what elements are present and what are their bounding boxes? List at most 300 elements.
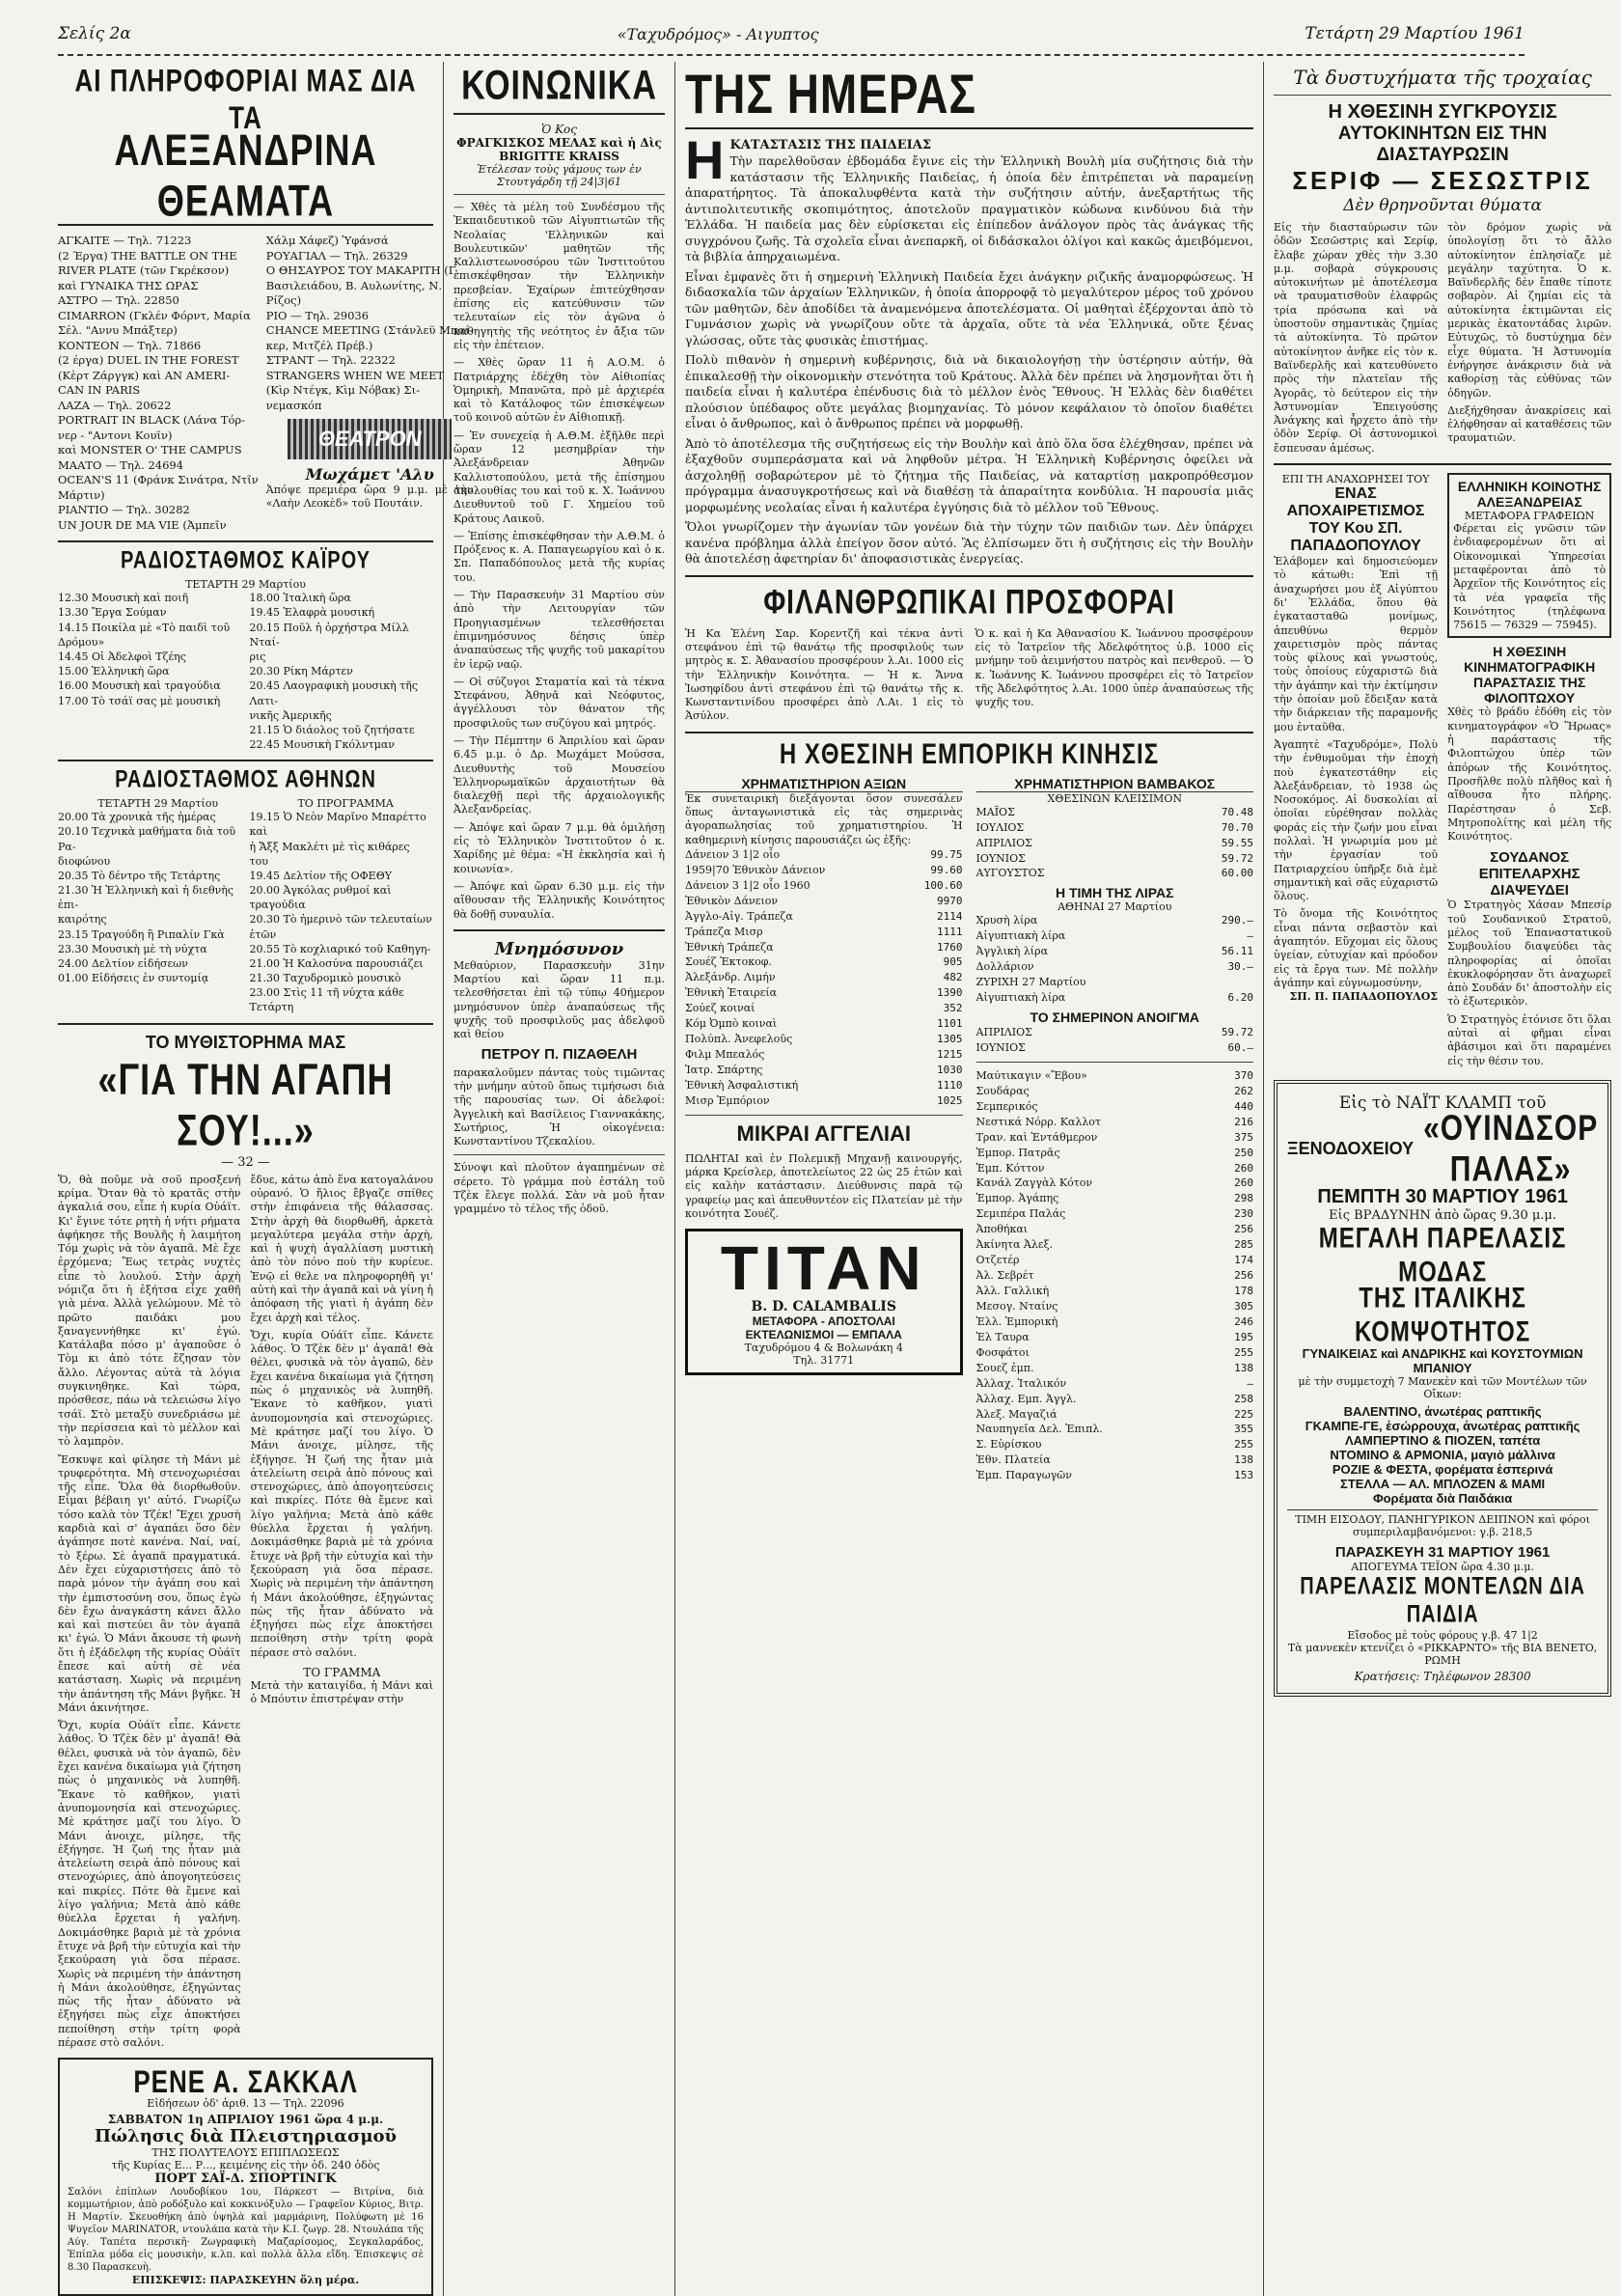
opening-list-row-label: Ἐθν. Πλατεία bbox=[975, 1453, 1051, 1467]
opening-list-row bbox=[976, 1222, 1254, 1237]
radio-schedule-line: ἡ Ἄξξ Μακλέτι μὲ τὶς κιθάρες bbox=[249, 840, 410, 853]
opening-list-row bbox=[976, 1468, 1254, 1483]
column-social bbox=[444, 62, 675, 2296]
stock-row bbox=[685, 1063, 963, 1078]
accident-headline-4: Δὲν θρηνοῦνται θύματα bbox=[1343, 196, 1542, 215]
windsor-date: ΠΕΜΠΤΗ 30 ΜΑΡΤΙΟΥ 1961 bbox=[1317, 1185, 1568, 1207]
opening-row bbox=[976, 1040, 1254, 1056]
opening-list-row-label: Σουδάρας bbox=[975, 1084, 1030, 1097]
opening-list-row-label: Μεσογ. Νταίνς bbox=[975, 1299, 1058, 1313]
opening-title: ΤΟ ΣΗΜΕΡΙΝΟΝ ΑΝΟΙΓΜΑ bbox=[1030, 1010, 1199, 1026]
opening-list-row-value: 255 bbox=[1234, 1438, 1253, 1452]
cairo-schedule-left bbox=[58, 591, 242, 752]
stock-row-value: 1390 bbox=[937, 986, 963, 1000]
opening-list-row-label: Ναυπηγεῖα Δελ. Ἐπιπλ. bbox=[975, 1423, 1103, 1436]
cinema-line: Βασιλειάδου, Β. Αυλωνίτης, Ν. bbox=[265, 278, 442, 292]
column-news-ads bbox=[1264, 62, 1621, 2296]
social-end-text: Σύνοψι καὶ πλοῦτον ἀγαπημένων σὲ σέρετο. Τὸ γράμμα ποὺ ἐστάλη τοῦ Τζὲκ ἔλεγε πολλά. Σὰν νὰ μοῦ ἦταν γραμμένο τὸ τέλος τῆς ὁδοῦ. bbox=[453, 1161, 665, 1216]
fashion-house: Φορέματα διὰ Παιδάκια bbox=[1372, 1490, 1513, 1506]
opening-list-row-label: Ἀλεξ. Μαγαζιά bbox=[975, 1407, 1058, 1421]
radio-schedule-line: 16.00 Μουσικὴ καὶ τραγούδια bbox=[58, 679, 221, 693]
radio-schedule-line: του bbox=[249, 854, 268, 868]
cotton-row-value: 70.48 bbox=[1221, 805, 1253, 818]
masthead bbox=[58, 19, 1525, 56]
radio-schedule-line: 17.00 Τὸ τσάϊ σας μὲ μουσικὴ bbox=[58, 694, 221, 707]
opening-list-row-value: 138 bbox=[1234, 1361, 1253, 1374]
social-news-item: — Οἱ σύζυγοι Σταματία καὶ τὰ τέκνα Στεφάνου, Ἀθηνᾶ καὶ Νεόφυτος, ἀγγέλλουσι τὸν θάνατον τῆς προσφιλοῦς των συζύγου καὶ μητρός. bbox=[453, 675, 665, 730]
windsor-palace-ad bbox=[1274, 1080, 1611, 1697]
opening-list-row-label: Ἀλλαχ. Ἰταλικόν bbox=[975, 1376, 1067, 1390]
opening-list-row bbox=[976, 1161, 1254, 1176]
cotton-exchange-section bbox=[976, 776, 1254, 1484]
sakkal-event: Πώλησις διὰ Πλειστηριασμοῦ bbox=[94, 2126, 398, 2147]
newspaper-page bbox=[58, 19, 1612, 2287]
theatre-text: Ἀπόψε πρεμιέρα ὥρα 9 μ.μ. μὲ τὴν «Λαὴν Λεοκὲδ» τοῦ Πουτάιν. bbox=[265, 484, 474, 511]
stock-row bbox=[685, 970, 963, 985]
radio-schedule-line: 20.00 Τὰ χρονικὰ τῆς ἡμέρας bbox=[58, 811, 216, 824]
athens-radio-title: ΡΑΔΙΟΣΤΑΘΜΟΣ ΑΘΗΝΩΝ bbox=[115, 766, 376, 793]
farewell-text-2: Ἀγαπητὲ «Ταχυδρόμε», Πολὺ τὴν ἐνθυμοῦμαι τὴν ἐποχὴ ποὺ ἐγκατεστάθην εἰς Ἀλεξάνδρειαν, τὸ 1938 ὡς Νοσοκόμος. Αἱ δυσκολίαι αἱ ὁποῖαι εὑρέθησαν πολλὰς φοράς εἰς τὴν ζωήν μου εἶναι πολλαὶ. Ἡ γνωριμία μου μὲ τὴν ἐργασίαν τοῦ Πατριαρχείου ὑπῆρξε διὰ ἐμὲ σημαντικὴ καὶ σᾶς εὐχαριστῶ ὅλους. bbox=[1274, 737, 1439, 903]
theatre-logo: ΘΕΑΤΡΟΝ bbox=[288, 419, 452, 459]
opening-list-row-value: 230 bbox=[1234, 1207, 1253, 1221]
novel-chapter: — 32 — bbox=[221, 1154, 270, 1170]
gramma-text: Μετὰ τὴν καταιγίδα, ἡ Μάνι καὶ ὁ Μπόυτιν ἐπιστρέψαν στὴν bbox=[250, 1679, 433, 1706]
windsor-kids: ΠΑΡΕΛΑΣΙΣ ΜΟΝΤΕΛΩΝ ΔΙΑ ΠΑΙΔΙΑ bbox=[1300, 1573, 1585, 1628]
windsor-note: Τὰ μαννεκὲν κτενίζει ὁ «ΡΙΚΚΑΡΝΤΟ» τῆς ΒΙΑ ΒΕΝΕΤΟ, ΡΩΜΗ bbox=[1287, 1641, 1598, 1667]
sakkal-address: Εἰδήσεων ὁδ' ἀριθ. 13 — Τηλ. 22096 bbox=[147, 2097, 344, 2111]
stock-row-label: Κόμ Ὀμπὸ κοιναὶ bbox=[685, 1017, 778, 1031]
pound-row-label: Αἰγυπτιακὴ λίρα bbox=[975, 929, 1066, 943]
radio-schedule-line: 21.30 Ἡ Ἑλληνικὴ καὶ ἡ διεθνὴς ἐπι- bbox=[58, 884, 234, 912]
pound-row bbox=[976, 913, 1254, 928]
cairo-date: ΤΕΤΑΡΤΗ 29 Μαρτίου bbox=[185, 578, 306, 592]
social-news-item: — Χθὲς τὰ μέλη τοῦ Συνδέσμου τῆς Ἐκπαιδευτικοῦ τῶν Αἰγυπτιωτῶν τῆς Νεολαίας 'Ελληνικῶν καὶ Βουλευτικῶν' μαθητῶν τῆς Καλλιστεωνοσόρου τῶν Ἰνστιτούτου ἐπισκέφθησαν τὴν Ἐλληνικὴν πρεσβείαν. Ἐχαίρων ἐπιτεύχθησαν ἐπίσης εἰς κατεύθυνσιν τῶν τελευταίων εἰς τὸν ἀγῶνα ὁ καθηγητὴς τῆς νεότητος ἐν ἄξια τῶν εἰς τὴν ἐπέτειον. bbox=[453, 201, 665, 351]
stock-row-value: 1025 bbox=[937, 1093, 963, 1107]
opening-list-row-value: 153 bbox=[1234, 1469, 1253, 1482]
sakkal-sub: ΤΗΣ ΠΟΛΥΤΕΛΟΥΣ ΕΠΙΠΛΩΣΕΩΣ bbox=[151, 2146, 340, 2160]
opening-list-row bbox=[976, 1268, 1254, 1284]
opening-table bbox=[976, 1025, 1254, 1056]
athens-date: ΤΕΤΑΡΤΗ 29 Μαρτίου bbox=[97, 797, 219, 811]
radio-schedule-line: 20.15 Ποῦλ ἡ ὀρχήστρα Μίλλ Νταί- bbox=[249, 621, 409, 649]
social-title: ΚΟΙΝΩΝΙΚΑ bbox=[461, 63, 657, 109]
radio-schedule-line: 20.55 Τὸ κοχλιαρικό τοῦ Καθηγη- bbox=[249, 942, 431, 955]
opening-list-row-value: 440 bbox=[1234, 1099, 1253, 1113]
pound-row bbox=[976, 944, 1254, 959]
radio-schedule-line: νικῆς Ἀμερικῆς bbox=[249, 708, 332, 722]
fashion-house: ΒΑΛΕΝΤΙΝΟ, ἀνωτέρας ραπτικῆς bbox=[1343, 1403, 1542, 1419]
stock-row bbox=[685, 1016, 963, 1032]
opening-list-row bbox=[976, 1407, 1254, 1423]
wedding-heading: Ὁ Κος bbox=[540, 123, 578, 136]
radio-schedule-line: 14.45 Οἱ Ἀδελφοὶ Τζέης bbox=[58, 650, 186, 663]
fashion-house: ΝΤΟΜΙΝΟ & ΑΡΜΟΝΙΑ, μαγιὸ μάλλινα bbox=[1330, 1447, 1555, 1462]
opening-list-row bbox=[976, 1330, 1254, 1345]
stocks-title: ΧΡΗΜΑΤΙΣΤΗΡΙΟΝ ΑΞΙΩΝ bbox=[685, 776, 963, 792]
windsor-event-2: ΤΗΣ ΙΤΑΛΙΚΗΣ ΚΟΜΨΟΤΗΤΟΣ bbox=[1354, 1281, 1531, 1348]
cotton-row-value: 60.00 bbox=[1221, 867, 1253, 880]
cotton-row-value: 59.72 bbox=[1221, 851, 1253, 865]
stock-row-label: Τράπεζα Μισρ bbox=[685, 925, 763, 938]
stock-row bbox=[685, 894, 963, 909]
philanthropic-right: Ὁ κ. καὶ ἡ Κα Ἀθανασίου Κ. Ἰωάννου προσφέρουν εἰς τὸ Ἰατρεῖον τῆς Ἀδελφότητος ὑ.β. 1000 εἰς μνήμην τοῦ ἀειμνήστου πατρὸς καὶ πενθεροῦ. — Ὁ κ. Ἰωάννης Κ. Ἰωάννου προσφέρει εἰς τὸ Ἰατρεῖον τῆς Ἀδελφότητος λ.Αι. 1000 ὑπὲρ ἀναπαύσεως τῆς ψυχῆς του. bbox=[975, 626, 1253, 709]
opening-list-row-label: Ἀκίνητα Ἀλεξ. bbox=[975, 1238, 1054, 1252]
sakkal-desc: Σαλόνι ἐπίπλων Λουδοβίκου 1ου, Πάρκεστ — Βιτρίνα, διὰ κομμωτήριον, ἀπὸ ροδόξυλο καὶ κοκκινόξυλο — Γραφεῖον Κύριος, Βιτρ. Η Μαρτίν. Σκευοθήκη ἀπὸ ὑψηλὰ καὶ μαρμάρινη, Πολύφωτη μὲ 16 Ψυγεῖον MARINATOR, ντουλάπα κατὰ τὴν Κ.Ι. ζωγρ. 28. Ντουλάπα τῆς Αύγ. Ταπέτα περσικῆ· Ζωγραφικὴ Μαζαρίσομος, Σεγκαλαράδος, Ἐπίπλα μόδα εἰς μουσικὴν, κ.λπ. καὶ πολλὰ ἄλλα εἴδη. Ἐπισκεψις σὲ 8.30 Παρασκευὴ. bbox=[68, 2187, 424, 2274]
novel-text-2: Ἔσκυψε καὶ φίλησε τὴ Μάνι μὲ τρυφερότητα. Μὴ στενοχωριέσαι τῆς εἶπε. Ὅλα θὰ διορθωθοῦν. Εἶμαι βέβαιη γι' αὐτό. Γνωρίζω τόσο καλὰ τὸν Τζέκ! Ἔχει χρυσὴ καρδιὰ καὶ σ' ἀγαπάει ὅσο δὲν ἀγάπησε ποτὲ κανένα. Ναί, ναί, τὸ ξέρω. Σὲ ἀγαπᾶ πραγματικά. Δὲν ἔχει εὐχαριστήσεις ἀπὸ τὸ παρὰ μόνον τὴν ἀγάπη σου καὶ τὴν ἐμπιστοσύνη σου, ὅπως ἐγὼ δὲν ἔχω ἀναγκάστη κάνει ἄλλο καὶ καὶ πιστεύει ἂν τὸν ἀγαπᾶ κι' ἐγώ. Ὁ Μάνι ἄκουσε τὴ φωνὴ ὅτι ἡ ἐξάδελφη τῆς κυρίας Οὐάϊτ ἔπεσε καὶ αὐτὴ σὲ νέα κατάσταση. Χωρὶς νὰ περιμένη τὴν ἀπάντηση τῆς Μάνι βγῆκε. Ἡ Μάνι ἀκινήτησε. bbox=[58, 1452, 241, 1714]
cotton-row bbox=[976, 836, 1254, 851]
stock-row bbox=[685, 878, 963, 894]
cinema-line: OCEAN'S 11 (Φράνκ Σινάτρα, Ντῖν bbox=[58, 473, 259, 487]
stock-row-value: 1760 bbox=[937, 940, 963, 954]
stock-row bbox=[685, 1001, 963, 1016]
cairo-schedule bbox=[58, 591, 433, 752]
pound-row-value: 290.— bbox=[1221, 914, 1253, 927]
stock-row-value: 1215 bbox=[937, 1048, 963, 1062]
stock-row-label: Φιλμ Μπεαλός bbox=[685, 1048, 765, 1062]
stock-row-value: 1101 bbox=[937, 1017, 963, 1031]
social-news-item: — Ἐπίσης ἐπισκέφθησαν τὴν Α.Θ.Μ. ὁ Πρόξενος κ. Α. Παπαγεωργίου καὶ ὁ κ. Σπ. Παπαδόπουλος μετὰ τῆς κυρίας του. bbox=[453, 529, 665, 584]
opening-list-row-value: 258 bbox=[1234, 1392, 1253, 1405]
opening-list-row-label: Ἑλλ. Ἐμπορικὴ bbox=[975, 1314, 1058, 1328]
opening-list-row-value: 225 bbox=[1234, 1407, 1253, 1421]
windsor-friday: ΠΑΡΑΣΚΕΥΗ 31 ΜΑΡΤΙΟΥ 1961 bbox=[1334, 1543, 1551, 1561]
cotton-row-label: ΑΥΓΟΥΣΤΟΣ bbox=[975, 867, 1045, 880]
cinema-line: CHANCE MEETING (Στάνλεϋ Μπαί- bbox=[265, 323, 474, 338]
cinema-line: PORTRAIT IN BLACK (Λάνα Τόρ- bbox=[58, 413, 246, 428]
memorial-text: Μεθαύριον, Παρασκευὴν 31ην Μαρτίου καὶ ὥραν 11 π.μ. τελεσθήσεται ἐπὶ τῷ τύπῳ 40ήμερον μνημόσυνον ὑπὲρ ἀναπαύσεως τῆς ψυχῆς τοῦ προσφιλοῦς μας ἀδελφοῦ καὶ θείου bbox=[453, 958, 665, 1041]
stock-row-value: 905 bbox=[943, 955, 963, 969]
radio-schedule-line: 23.00 Στὶς 11 τῆ νύχτα κάθε Τετάρτη bbox=[249, 986, 404, 1014]
pound-row bbox=[976, 975, 1254, 990]
cinema-line: κερ, Μιτζέλ Πρέβ.) bbox=[265, 338, 373, 352]
social-news-item: — Ἀπόψε καὶ ὥραν 6.30 μ.μ. εἰς τὴν αἴθουσαν τῆς Ἑλληνικῆς Κοινότητος θὰ δοθῇ συναυλία. bbox=[453, 879, 665, 921]
social-news-item: — Τὴν Πέμπτην 6 Ἀπριλίου καὶ ὥραν 6.45 μ.μ. ὁ Δρ. Μωχάμετ Μούσσα, Διευθυντὴς τοῦ Μουσείου Ἑλληνορωμαϊκῶν ἀρχαιοτήτων θὰ διαλεχθῇ περὶ τῆς ἀρχαιολογικῆς Ἀλεξανδρείας. bbox=[453, 733, 665, 816]
radio-schedule-line: διοφώνου bbox=[58, 854, 111, 868]
pound-row-label: Δολλάριον bbox=[975, 960, 1034, 974]
fashion-house: ΓΚΑΜΠΕ-ΓΕ, ἐσώρρουχα, ἀνωτέρας ραπτικῆς bbox=[1305, 1418, 1580, 1433]
stock-row bbox=[685, 909, 963, 925]
cotton-title: ΧΡΗΜΑΤΙΣΤΗΡΙΟΝ ΒΑΜΒΑΚΟΣ bbox=[976, 776, 1254, 792]
windsor-sub-2: μὲ τὴν συμμετοχὴ 7 Μανεκὲν καὶ τῶν Μοντέλων τῶν Οἴκων: bbox=[1298, 1374, 1587, 1400]
opening-list-row-value: — bbox=[1247, 1376, 1253, 1390]
windsor-sub: ΓΥΝΑΙΚΕΙΑΣ καὶ ΑΝΔΡΙΚΗΣ καὶ ΚΟΥΣΤΟΥΜΙΩΝ ΜΠΑΝΙΟΥ bbox=[1302, 1345, 1583, 1375]
opening-list-row-label: Ἐμπορ. Ἀγάπης bbox=[975, 1192, 1059, 1205]
opening-list-row-value: 256 bbox=[1234, 1223, 1253, 1236]
cinema-line: (2 έργα) DUEL IN THE FOREST bbox=[58, 353, 239, 368]
cinema-list-right bbox=[266, 234, 474, 413]
opening-row-value: 59.72 bbox=[1221, 1026, 1253, 1039]
accident-text-tail: Διεξήχθησαν ἀνακρίσεις καὶ ἐλήφθησαν αἱ καταθέσεις τῶν τραυματιῶν. bbox=[1447, 403, 1612, 445]
cinema-line: Μάρτιν) bbox=[58, 487, 105, 502]
cinema-list-left bbox=[58, 234, 259, 533]
page-number: Σελίς 2α bbox=[58, 24, 131, 43]
athens-schedule bbox=[58, 810, 433, 1014]
stock-row bbox=[685, 925, 963, 940]
social-news-item: — Ἐν συνεχείᾳ ἡ Α.Θ.Μ. ἐξῆλθε περὶ ὥραν 12 μεσημβρίαν τὴν Ἀλεξάνδρειαν Ἀθηνῶν Καλλιστοπούλου, μετὰ τῆς ἐπίσημου ἀκολουθίας του καὶ τοῦ κ. Χ. Ἰωάννου Διευθυντοῦ τοῦ Γ. Χημείου τοῦ Κράτους Λαικοῦ. bbox=[453, 429, 665, 525]
athens-schedule-right bbox=[250, 810, 434, 1014]
opening-list-row-value: 262 bbox=[1234, 1084, 1253, 1097]
radio-schedule-line: 22.45 Μουσικὴ Γκόλντμαν bbox=[249, 738, 395, 752]
opening-list-row bbox=[976, 1146, 1254, 1161]
stocks-table bbox=[685, 847, 963, 1109]
info-subtitle: ΑΛΕΞΑΝΔΡΙΝΑ ΘΕΑΜΑΤΑ bbox=[114, 124, 377, 226]
editorial-body bbox=[685, 129, 1253, 567]
column-theatres-radio-novel bbox=[58, 62, 474, 2296]
pound-row-label: Χρυσὴ λίρα bbox=[975, 914, 1038, 927]
cotton-row-label: ΙΟΥΝΙΟΣ bbox=[975, 851, 1026, 865]
stock-row-label: Σουέζ Ἐκτοκοφ. bbox=[685, 955, 772, 969]
sakkal-auction-ad bbox=[58, 2058, 433, 2296]
fashion-house: ΣΤΕΛΛΑ — ΑΛ. ΜΠΛΟΖΕΝ & ΜΑΜΙ bbox=[1340, 1476, 1546, 1491]
stock-row-value: 1030 bbox=[937, 1064, 963, 1077]
radio-schedule-line: 20.10 Τεχνικὰ μαθήματα διὰ τοῦ Ρα- bbox=[58, 825, 236, 853]
cotton-row-value: 59.55 bbox=[1221, 836, 1253, 849]
sakkal-title: ΡΕΝΕ Α. ΣΑΚΚΑΛ bbox=[133, 2063, 358, 2100]
stock-exchange-section bbox=[685, 776, 963, 1484]
windsor-hotel-pre: ΞΕΝΟΔΟΧΕΙΟΥ bbox=[1287, 1139, 1415, 1159]
cinema-line: (Κὲρτ Ζάργγκ) καὶ AN AMERI- bbox=[58, 368, 231, 382]
cinema-line: STRANGERS WHEN WE MEET bbox=[265, 368, 445, 382]
radio-schedule-line: καιρότης bbox=[58, 913, 107, 927]
opening-list-row-value: 298 bbox=[1234, 1192, 1253, 1205]
stock-row bbox=[685, 1093, 963, 1109]
opening-list-row-label: Ἐμπορ. Πατρᾶς bbox=[975, 1146, 1060, 1159]
pound-sub: ΑΘΗΝΑΙ 27 Μαρτίου bbox=[1058, 900, 1172, 914]
radio-schedule-line: 20.00 Ἀγκόλας ρυθμοί καὶ τραγούδια bbox=[249, 884, 392, 912]
cotton-row bbox=[976, 851, 1254, 867]
opening-list-row bbox=[976, 1176, 1254, 1191]
stock-row-value: 352 bbox=[943, 1002, 963, 1015]
social-news-list bbox=[453, 201, 665, 922]
stock-row bbox=[685, 847, 963, 863]
radio-schedule-line: 19.45 Ἐλαφρὰ μουσική bbox=[249, 606, 375, 620]
cinema-line: ΣΤΡΑΝΤ — Τηλ. 22322 bbox=[265, 353, 396, 368]
opening-list-row-value: 216 bbox=[1234, 1115, 1253, 1128]
stock-row bbox=[685, 954, 963, 970]
pound-row-value: 56.11 bbox=[1221, 945, 1253, 958]
classifieds-text: ΠΩΛΗΤΑΙ καὶ ἐν Πολεμικῇ Μηχανῇ καινουργής, μάρκα Κρείσλερ, ἀποτελείωτος 22 ὡς 25 ἐτῶν καὶ εἰς καλὴν κατάστασιν. Διεύθυνσις παρὰ τῷ γραφείῳ μας καὶ ἀπευθυντέον εἰς Πλατείαν μὲ τὴν κοινότητα Σουέζ. bbox=[685, 1151, 963, 1221]
radio-schedule-line: 13.30 Ἔργα Σούμαν bbox=[58, 606, 167, 620]
cinema-line: Ο ΘΗΣΑΥΡΟΣ ΤΟΥ ΜΑΚΑΡΙΤΗ (Γ. bbox=[265, 263, 460, 278]
traffic-section-title: Τὰ δυστυχήματα τῆς τροχαίας bbox=[1293, 66, 1592, 89]
cinema-line: (2 Έργα) THE BATTLE ON THE bbox=[58, 248, 237, 263]
stock-row-value: 2114 bbox=[937, 909, 963, 923]
cinema-line: ΡΙΑΝΤΙΟ — Τηλ. 30282 bbox=[58, 503, 190, 517]
editorial-subtitle: ΚΑΤΑΣΤΑΣΙΣ ΤΗΣ ΠΑΙΔΕΙΑΣ bbox=[729, 138, 932, 152]
community-notice bbox=[1447, 473, 1611, 638]
community-title: ΕΛΛΗΝΙΚΗ ΚΟΙΝΟΤΗΣ ΑΛΕΞΑΝΔΡΕΙΑΣ bbox=[1457, 479, 1602, 511]
radio-schedule-line: ἐτῶν bbox=[249, 927, 277, 941]
titan-address: Ταχυδρόμου 4 & Βολωνάκη 4 bbox=[744, 1342, 903, 1355]
film-show-title: Η ΧΘΕΣΙΝΗ ΚΙΝΗΜΑΤΟΓΡΑΦΙΚΗ ΠΑΡΑΣΤΑΣΙΣ ΤΗΣ ΦΙΛΟΠΤΩΧΟΥ bbox=[1464, 644, 1596, 706]
stock-row-value: 1110 bbox=[937, 1078, 963, 1092]
film-show-text: Χθὲς τὸ βράδυ ἐδόθη εἰς τὸν κινηματογράφον «Ὁ Ἥρωας» ἡ παράστασις τῆς Φιλοπτώχου ὑπὲρ τῶν ἀπόρων τῆς Κοινότητος. Προσῆλθε πολὺ πλῆθος καὶ ἡ αἴθουσα ἦτο πλήρης. Παρέστησαν ὁ Σεβ. Μητροπολίτης καὶ μέλη τῆς Κοινότητος. bbox=[1447, 705, 1612, 844]
opening-list-row bbox=[976, 1345, 1254, 1361]
windsor-entry: Εἴσοδος μὲ τοὺς φόρους γ.β. 47 1|2 bbox=[1347, 1628, 1538, 1642]
stock-row-label: Δάνειον 3 1|2 οἷο 1960 bbox=[685, 878, 810, 892]
pound-row-value: — bbox=[1247, 929, 1253, 943]
titan-name: B. D. CALAMBALIS bbox=[751, 1299, 896, 1315]
opening-row-label: ΑΠΡΙΛΙΟΣ bbox=[975, 1026, 1032, 1039]
opening-list-row-value: 256 bbox=[1234, 1269, 1253, 1283]
wedding-text: Ἐτέλεσαν τοὺς γάμους των ἐν Στουτγάρδη τῇ 24|3|61 bbox=[477, 163, 642, 188]
social-news-item: — Χθὲς ὥραν 11 ἡ Α.Ο.Μ. ὁ Πατριάρχης ἐδέχθη τὸν Αἰθιοπίας Ὁμηρικὴ, Μπανῶτα, πρὸ μὲ ἀρχιερέα καὶ τὸ Κατάλοφος τῶν ἐπισκέψεων τοῦ κοινοῦ αὐτῶν ἐν Αἰθιοπικῇ. bbox=[453, 356, 665, 425]
theatre-show: Μωχάμετ 'Αλυ bbox=[305, 465, 434, 484]
issue-date: Τετάρτη 29 Μαρτίου 1961 bbox=[1305, 24, 1525, 43]
radio-schedule-line: 18.00 Ἰταλικὴ ὥρα bbox=[249, 592, 351, 605]
cinema-line: Ρίζος) bbox=[265, 293, 302, 308]
cinema-line: ΑΣΤΡΟ — Τηλ. 22850 bbox=[58, 293, 179, 308]
windsor-friday-time: ΑΠΟΓΕΥΜΑ ΤΕΪΟΝ ὥρα 4.30 μ.μ. bbox=[1351, 1560, 1534, 1573]
editorial-p1: Τὴν παρελθοῦσαν ἑβδομάδα ἔγινε εἰς τὴν Ἑλληνικὴ Βουλὴ μία συζήτησις διὰ τὴν κατάστασιν τῆς Ἑλληνικῆς Παιδείας, ἡ ὁποία δὲν ἐπιτρέπεται νὰ παραμείνῃ ἀπαρατήρητος. Τὰ ἀποκαλυφθέντα κατὰ τὴν συζήτησιν αὐτήν, ἀνεξαρτήτως τῆς ἀντιπολιτευτικῆς σκοπιμότητος, ἀποτελοῦν πραγματικὸν κώδωνα κινδύνου διὰ τὴν Ἑλλάδα. Ἡ παιδεία μας δὲν εὑρίσκεται εἰς ἐπίπεδον ἀνάλογον πρὸς τὰς ἀνάγκας τῆς συγχρόνου ζωῆς. Τὰ σχολεῖα εἶναι ἀνεπαρκῆ, οἱ διδάσκαλοι ὀλίγοι καὶ κακῶς ἀμειβόμενοι, τὰ βιβλία ἀπηρχαιωμένα. bbox=[685, 153, 1253, 264]
cinema-line: ΚΟΝΤΕΟΝ — Τηλ. 71866 bbox=[58, 338, 202, 352]
cinema-line: (Κὶρ Ντέγκ, Κὶμ Νόβακ) Σι- bbox=[265, 383, 421, 398]
opening-list-row-value: 355 bbox=[1234, 1423, 1253, 1436]
opening-list-row bbox=[976, 1191, 1254, 1206]
opening-list-row-label: Οτζετέρ bbox=[975, 1254, 1020, 1267]
pound-row bbox=[976, 928, 1254, 944]
farewell-text-3: Τὸ ὄνομα τῆς Κοινότητος εἶναι πάντα σεβαστὸν καὶ ἀγαπητόν. Εὔχομαι εἰς ὅλους ὑγείαν, εὐτυχίαν καὶ πρόοδον εἰς τὰ ἔργα των. Μὲ πολλὴν ἀγάπην καὶ εὐγνωμοσύνην, bbox=[1274, 907, 1439, 989]
novel-text-5: Ὄχι, κυρία Οὐάϊτ εἶπε. Κάνετε λάθος. Ὁ Τζὲκ δὲν μ' ἀγαπᾶ! Θὰ θέλει, φυσικὰ νὰ τὸν ἀγαπῶ, δὲν ἔχει κανένα δικαίωμα γιὰ ζήτηση πὼς ὁ μηχανικὸς νὰ λυπηθῆ. Ἔκανε τὸ καθῆκον, γιατὶ ἀνυπομονησία καὶ στενοχώριες. Μὲ κράτησε μαζί του λίγο. Ὁ Μάνι ἀνοιχε, μίλησε, τῆς ἐξήγησε. Ἡ ζωή της ἦταν μιὰ ἀτελείωτη σειρὰ ἀπὸ πόνους καὶ στενοχώριες, ἀπὸ ἀπογοητεύσεις καὶ πικρίες. Πότε θὰ ἔμενε καὶ λίγο γαλήνια; Μετὰ ἀπὸ κάθε θύελλα ἔρχεται ἡ γαλήνη. Δοκιμάσθηκε βαριὰ μὲ τὰ χρόνια ἔτυχε νὰ βρῆ τὴν εὐτυχία καὶ τὴν ξεκούραση γιὰ ὅσα πέρασε. Χωρὶς νὰ περιμένη τὴν ἀπάντηση ἡ Μάνι ἀκολούθησε, ἐξηγώντας πὼς τῆς ἦταν ἀδύνατο νὰ ἐξηγήσει πὼς εἶχε ἀποκτήσει πεποίθηση στὴν τρίτη φορὰ πέρασε στὸ σαλόνι. bbox=[250, 1328, 433, 1659]
cinema-line: καὶ MONSTER O' THE CAMPUS bbox=[58, 443, 242, 457]
opening-list-row bbox=[976, 1314, 1254, 1330]
opening-list-row-label: Κανάλ Ζαγγὰλ Κότον bbox=[975, 1176, 1093, 1190]
stock-row-label: Μισρ Ἐμπόριον bbox=[685, 1093, 770, 1107]
titan-logo: TITAN bbox=[720, 1233, 927, 1304]
novel-text-3: Ὄχι, κυρία Οὐάϊτ εἶπε. Κάνετε λάθος. Ὁ Τζὲκ δὲν μ' ἀγαπᾶ! Θὰ θέλει, φυσικὰ νὰ τὸν ἀγαπῶ, δὲν ἔχει κανένα δικαίωμα γιὰ ζήτηση πὼς ὁ μηχανικὸς νὰ λυπηθῆ. Ἔκανε τὸ καθῆκον, γιατὶ ἀνυπομονησία καὶ στενοχώριες. Μὲ κράτησε μαζί του λίγο. Ὁ Μάνι ἀνοιχε, μίλησε, τῆς ἐξήγησε. Ἡ ζωή της ἦταν μιὰ ἀτελείωτη σειρὰ ἀπὸ πόνους καὶ στενοχώριες, ἀπὸ ἀπογοητεύσεις καὶ πικρίες. Πότε θὰ ἔμενε καὶ λίγο γαλήνια; Μετὰ ἀπὸ κάθε θύελλα ἔρχεται ἡ γαλήνη. Δοκιμάσθηκε βαριὰ μὲ τὰ χρόνια ἔτυχε νὰ βρῆ τὴν εὐτυχία καὶ τὴν ξεκούραση γιὰ ὅσα πέρασε. Χωρὶς νὰ περιμένη τὴν ἀπάντηση ἡ Μάνι ἀκολούθησε, ἐξηγώντας πὼς τῆς ἦταν ἀδύνατο νὰ ἐξηγήσει πὼς εἶχε ἀποκτήσει πεποίθηση στὴν τρίτη φορὰ πέρασε στὸ σαλόνι. bbox=[58, 1719, 241, 2050]
opening-list-row-label: Φοσφάτοι bbox=[975, 1345, 1030, 1359]
opening-list-row-label: Νεστικά Νόρρ. Καλλοτ bbox=[975, 1115, 1102, 1128]
cinema-line: ΡΙΟ — Τηλ. 29036 bbox=[265, 308, 370, 322]
opening-list-row-label: Ἀποθήκαι bbox=[975, 1223, 1029, 1236]
stock-row-value: 1305 bbox=[937, 1033, 963, 1046]
pound-title: Η ΤΙΜΗ ΤΗΣ ΛΙΡΑΣ bbox=[1055, 885, 1174, 901]
cinema-line: νεμασκόπ bbox=[265, 398, 322, 412]
memorial-text2: παρακαλοῦμεν πάντας τοὺς τιμῶντας τὴν μνήμην αὐτοῦ ὅπως τιμήσωσι διὰ τῆς παρουσίας των. Οἱ ἀδελφοί: Ἀγγελικὴ καὶ Βασίλειος Γιαννακάκης, Σωτήριος, Ἡ οἰκογένεια: Κωνσταντίνου Τζεκαλίου. bbox=[453, 1065, 665, 1148]
sakkal-place: ΠΟΡΤ ΣΑΪ-Δ. ΣΠΟΡΤΙΝΓΚ bbox=[154, 2172, 337, 2187]
market-title: Η ΧΘΕΣΙΝΗ ΕΜΠΟΡΙΚΗ ΚΙΝΗΣΙΣ bbox=[779, 737, 1160, 770]
cinema-line: UN JOUR DE MA VIE (Ἀμπεῖν bbox=[58, 517, 227, 532]
stock-row-label: Ἀλεξάνδρ. Λιμήν bbox=[685, 971, 776, 984]
radio-schedule-line: 21.15 Ὁ διάολος τοῦ ζητήσατε bbox=[249, 723, 415, 736]
cinema-line: CAN IN PARIS bbox=[58, 383, 141, 398]
stock-row-value: 99.60 bbox=[930, 863, 963, 876]
community-text: Φέρεται εἰς γνῶσιν τῶν ἐνδιαφερομένων ὅτι αἱ Οἰκονομικαὶ Ὑπηρεσίαι μεταφέρονται ἀπὸ τὸ Ἀρχεῖον τῆς Κοινότητος εἰς τὰ νέα γραφεῖα τῆς Κοινότητος (τηλέφωνα 75615 — 76329 — 75945). bbox=[1453, 522, 1607, 632]
windsor-event: ΜΕΓΑΛΗ ΠΑΡΕΛΑΣΙΣ ΜΟΔΑΣ bbox=[1318, 1221, 1567, 1288]
philanthropic-left: Ἡ Κα Ἑλένη Σαρ. Κορεντζῆ καὶ τέκνα ἀντὶ στεφάνου ἐπὶ τῷ θανάτῳ τῆς προσφιλοῦς των μητρὸς κ. Σ. Ἀθανασίου προσφέρουν λ.Αι. 1000 εἰς τὴν Ἑλληνικὴν Κοινότητα. — Ἡ κ. Ἄννα Ἰωσηφίδου ἀντὶ στεφάνου ἐπὶ τῷ θανάτῳ τῆς κ. Κωνσταντινίδου προσφέρει ἀπὸ Λ.Αι. 1 εἰς τὸ Ἀσύλον. bbox=[685, 626, 964, 723]
opening-list-row bbox=[976, 1361, 1254, 1376]
stock-row-label: Ἐθνικὴ Τράπεζα bbox=[685, 940, 774, 954]
opening-list-row bbox=[976, 1299, 1254, 1314]
stock-row-label: Πολύπλ. Ἀνεφελοῦς bbox=[685, 1033, 793, 1046]
opening-list-row bbox=[976, 1068, 1254, 1084]
newspaper-name: «Ταχυδρόμος» - Αιγυπτος bbox=[617, 24, 819, 43]
sudan-text-2: Ὁ Στρατηγὸς ἐτόνισε ὅτι ὅλαι αὐταὶ αἱ φῆμαι εἶναι ἀβάσιμοι καὶ ὅτι παραμένει εἰς τὴν θέσιν του. bbox=[1447, 1012, 1612, 1067]
titan-ad bbox=[685, 1229, 963, 1375]
cinema-line: Χάλμ Χάφεζ) Ὑφάνσά bbox=[265, 234, 389, 247]
radio-schedule-line: 20.35 Τὸ δέντρο τῆς Τετάρτης bbox=[58, 869, 221, 882]
stock-row-label: Ἐθνικὴ Ἐταιρεία bbox=[685, 986, 778, 1000]
opening-list-row bbox=[976, 1422, 1254, 1437]
sakkal-sub2: τῆς Κυρίας Ε... Ρ..., κειμένης εἰς τὴν ὁδ. 240 ὁδὸς bbox=[111, 2159, 380, 2172]
opening-list-row-value: 260 bbox=[1234, 1176, 1253, 1190]
radio-schedule-line: Δρόμου» bbox=[58, 635, 105, 649]
classifieds-title: ΜΙΚΡΑΙ ΑΓΓΕΛΙΑΙ bbox=[736, 1120, 911, 1146]
cinema-line: CIMARRON (Γκλέν Φόρντ, Μαρία bbox=[58, 308, 251, 322]
titan-line2: ΕΚΤΕΛΩΝΙΣΜΟΙ — ΕΜΠΑΛΑ bbox=[745, 1328, 902, 1342]
opening-list-row-value: 246 bbox=[1234, 1314, 1253, 1328]
pound-row-value: 30.— bbox=[1227, 960, 1253, 974]
stock-row-label: Ἀγγλο-Αἰγ. Τράπεζα bbox=[685, 909, 793, 923]
pound-row-value: 6.20 bbox=[1227, 991, 1253, 1005]
cinema-line: ΛΑΖΑ — Τηλ. 20622 bbox=[58, 398, 172, 412]
opening-list-row-value: 178 bbox=[1234, 1285, 1253, 1298]
stock-row-label: Ἐθνικὸν Δάνειον bbox=[685, 894, 779, 907]
editorial-p2: Εἶναι ἐμφανὲς ὅτι ἡ σημερινὴ Ἑλληνικὴ Παιδεία ἔχει ἀνάγκην ριζικῆς ἀναμορφώσεως. Ἡ διδασκαλία τῶν ἀρχαίων Ἑλληνικῶν, ἡ ὁποία ἀπορροφᾷ τὸ μεγαλύτερον μέρος τοῦ χρόνου τῶν μαθητῶν, δὲν ἀποδίδει τὰ ἀναμενόμενα ἀποτελέσματα. Οἱ μαθηταὶ ἐξέρχονται ἀπὸ τὸ Γυμνάσιον χωρὶς νὰ γνωρίζουν οὔτε τὰ ἀρχαῖα, οὔτε τὰ νέα Ἑλληνικά, οὔτε ξένας γλώσσας, οὔτε τὰς φυσικὰς ἐπιστήμας. bbox=[685, 268, 1253, 347]
windsor-houses bbox=[1287, 1404, 1598, 1506]
radio-schedule-line: 12.30 Μουσικὴ καὶ ποιῆ bbox=[58, 592, 189, 605]
windsor-time: Εἰς ΒΡΑΔΥΝΗΝ ἀπὸ ὥρας 9.30 μ.μ. bbox=[1329, 1207, 1557, 1223]
opening-list-row-value: 138 bbox=[1234, 1453, 1253, 1467]
cotton-sub: ΧΘΕΣΙΝΩΝ ΚΛΕΙΣΙΜΟΝ bbox=[1047, 791, 1182, 805]
novel-title: «ΓΙΑ ΤΗΝ ΑΓΑΠΗ ΣΟΥ!...» bbox=[97, 1054, 394, 1154]
stock-row bbox=[685, 1047, 963, 1063]
cotton-row bbox=[976, 866, 1254, 881]
cotton-row-label: ΙΟΥΛΙΟΣ bbox=[975, 820, 1025, 834]
philanthropic-title: ΦΙΛΑΝΘΡΩΠΙΚΑΙ ΠΡΟΣΦΟΡΑΙ bbox=[763, 582, 1175, 621]
radio-schedule-line: ρις bbox=[249, 650, 266, 663]
sudan-text: Ὁ Στρατηγὸς Χάσαν Μπεσίρ τοῦ Σουδανικοῦ Στρατοῦ, μέλος τοῦ Ἐπαναστατικοῦ Συμβουλίου διαψεύδει τὰς πληροφορίας αἱ ὁποῖαι ἐκυκλοφόρησαν ὅτι ἀναχωρεῖ ἀπὸ Σουδάν δι' ἀποστολὴν εἰς τὸ ἐξωτερικὸν. bbox=[1447, 899, 1612, 1009]
opening-list-row-value: 255 bbox=[1234, 1345, 1253, 1359]
cinema-line: ΡΟΥΑΓΙΑΛ — Τηλ. 26329 bbox=[265, 248, 408, 263]
cotton-row-label: ΑΠΡΙΛΙΟΣ bbox=[975, 836, 1032, 849]
opening-list-row bbox=[976, 1115, 1254, 1130]
pound-table bbox=[976, 913, 1254, 1006]
opening-list-row-value: 174 bbox=[1234, 1254, 1253, 1267]
sakkal-footer: ΕΠΙΣΚΕΨΙΣ: ΠΑΡΑΣΚΕΥΗΝ ὅλη μέρα. bbox=[131, 2274, 360, 2287]
opening-list-row bbox=[976, 1452, 1254, 1468]
opening-list-row-value: 260 bbox=[1234, 1161, 1253, 1175]
opening-list-row-value: 250 bbox=[1234, 1146, 1253, 1159]
titan-line1: ΜΕΤΑΦΟΡΑ - ΑΠΟΣΤΟΛΑΙ bbox=[752, 1314, 895, 1329]
opening-list-row-label: Ἀλ. Σεβρέτ bbox=[975, 1269, 1034, 1283]
opening-list-row-label: Σουεζ ἐμπ. bbox=[975, 1361, 1034, 1374]
opening-row-value: 60.— bbox=[1227, 1040, 1253, 1054]
pound-row bbox=[976, 959, 1254, 975]
cotton-row bbox=[976, 820, 1254, 836]
cairo-radio-title: ΡΑΔΙΟΣΤΑΘΜΟΣ ΚΑΪΡΟΥ bbox=[121, 547, 371, 574]
stock-row bbox=[685, 863, 963, 878]
fashion-house: ΡΟΖΙΕ & ΦΕΣΤΑ, φορέματα ἑσπερινά bbox=[1332, 1461, 1553, 1477]
opening-list-row-value: 285 bbox=[1234, 1238, 1253, 1252]
stock-row-value: 100.60 bbox=[923, 878, 963, 892]
cairo-schedule-right bbox=[250, 591, 434, 752]
opening-list-row bbox=[976, 1237, 1254, 1253]
sakkal-date: ΣΑΒΒΑΤΟΝ 1η ΑΠΡΙΛΙΟΥ 1961 ὥρα 4 μ.μ. bbox=[107, 2113, 384, 2127]
opening-list-row bbox=[976, 1284, 1254, 1299]
cotton-row bbox=[976, 805, 1254, 820]
social-news-item: — Ἀπόψε καὶ ὥραν 7 μ.μ. θὰ ὁμιλήσῃ εἰς τὸ Ἑλληνικὸν Ἰνστιτοῦτον ὁ κ. Χαρίδης μὲ θέμα: «Ἡ ἐκκλησία καὶ ἡ κοινωνία». bbox=[453, 820, 665, 875]
opening-list-row-label: Ἐμπ. Κόττον bbox=[975, 1161, 1045, 1175]
column-editorial-market bbox=[675, 62, 1264, 2296]
stock-row bbox=[685, 985, 963, 1001]
radio-schedule-line: 20.30 Ρίκη Μάρτεν bbox=[249, 665, 353, 678]
stock-row-label: Σούεζ κοιναί bbox=[685, 1002, 756, 1015]
pound-row-label: Ἀγγλικὴ λίρα bbox=[975, 945, 1049, 958]
accident-headline-1: Η ΧΘΕΣΙΝΗ ΣΥΓΚΡΟΥΣΙΣ bbox=[1328, 101, 1557, 123]
pound-row bbox=[976, 990, 1254, 1006]
cinema-line: καὶ ΓΥΝΑΙΚΑ ΤΗΣ ΩΡΑΣ bbox=[58, 278, 199, 292]
